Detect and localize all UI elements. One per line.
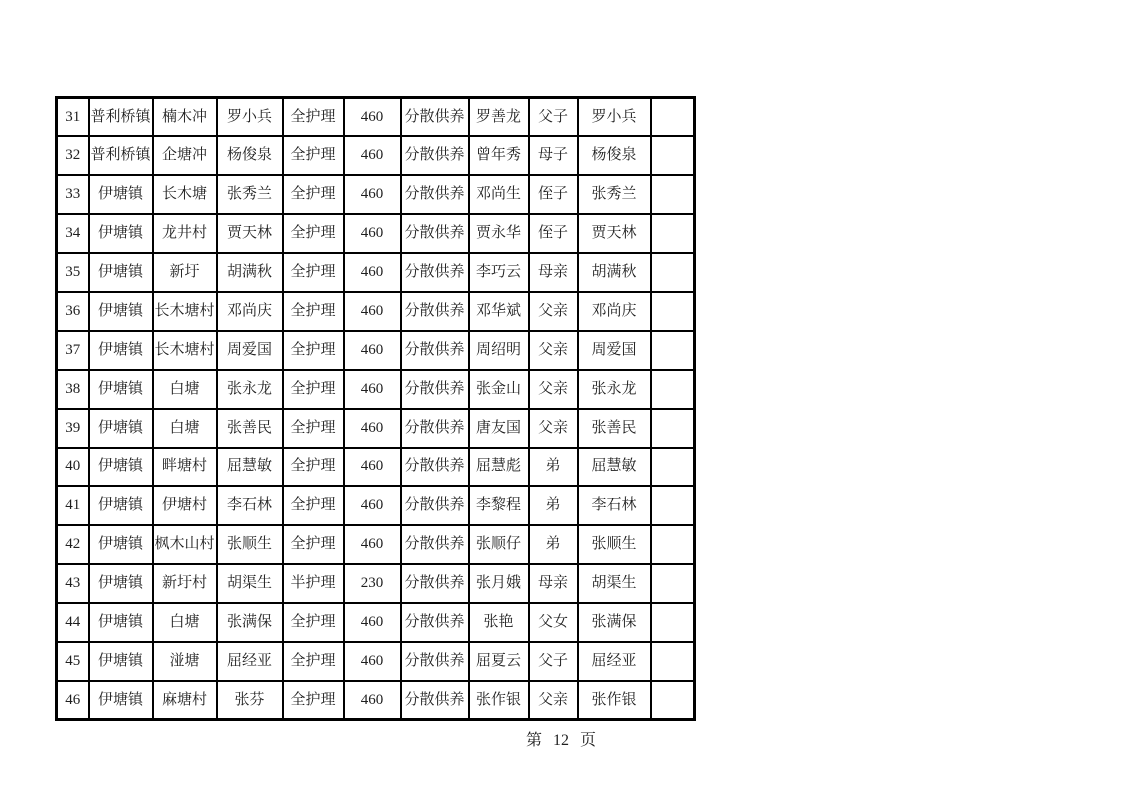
- table-cell: 弟: [529, 525, 578, 564]
- table-cell: 罗善龙: [469, 98, 529, 137]
- table-cell: 父亲: [529, 370, 578, 409]
- table-cell: 分散供养: [401, 486, 469, 525]
- table-cell: 父亲: [529, 681, 578, 720]
- table-cell: 胡渠生: [217, 564, 283, 603]
- table-cell: 伊塘镇: [89, 448, 153, 487]
- table-cell: 全护理: [283, 642, 344, 681]
- table-cell: 周绍明: [469, 331, 529, 370]
- table-cell: 40: [57, 448, 89, 487]
- table-cell: 贾天林: [217, 214, 283, 253]
- table-cell: 罗小兵: [578, 98, 651, 137]
- table-cell: 分散供养: [401, 681, 469, 720]
- table-cell: 460: [344, 98, 401, 137]
- table-cell: 母亲: [529, 564, 578, 603]
- table-cell: 39: [57, 409, 89, 448]
- table-cell: 弟: [529, 486, 578, 525]
- table-cell: 伊塘镇: [89, 486, 153, 525]
- table-cell: 分散供养: [401, 603, 469, 642]
- table-cell: 张满保: [578, 603, 651, 642]
- table-cell: [651, 603, 695, 642]
- table-cell: 张金山: [469, 370, 529, 409]
- table-cell: 全护理: [283, 98, 344, 137]
- table-cell: 全护理: [283, 681, 344, 720]
- table-cell: 新圩村: [153, 564, 217, 603]
- table-cell: [651, 214, 695, 253]
- table-cell: 460: [344, 642, 401, 681]
- table-cell: 父子: [529, 642, 578, 681]
- table-cell: 42: [57, 525, 89, 564]
- table-cell: 全护理: [283, 214, 344, 253]
- table-cell: 枫木山村: [153, 525, 217, 564]
- table-cell: 母亲: [529, 253, 578, 292]
- table-row: [57, 603, 695, 642]
- table-cell: 张作银: [578, 681, 651, 720]
- table-cell: 分散供养: [401, 370, 469, 409]
- table-cell: 44: [57, 603, 89, 642]
- table-row: [57, 486, 695, 525]
- table-cell: 全护理: [283, 448, 344, 487]
- table-cell: 35: [57, 253, 89, 292]
- table-cell: 全护理: [283, 486, 344, 525]
- table-cell: 全护理: [283, 136, 344, 175]
- table-cell: 460: [344, 486, 401, 525]
- table-cell: 全护理: [283, 253, 344, 292]
- table-cell: 长木塘: [153, 175, 217, 214]
- table-cell: 侄子: [529, 214, 578, 253]
- table-row: [57, 175, 695, 214]
- table-cell: 36: [57, 292, 89, 331]
- table-cell: 230: [344, 564, 401, 603]
- table-cell: 企塘冲: [153, 136, 217, 175]
- table-cell: 邓华斌: [469, 292, 529, 331]
- table-cell: 460: [344, 253, 401, 292]
- table-cell: 白塘: [153, 603, 217, 642]
- table-cell: 邓尚庆: [578, 292, 651, 331]
- table-cell: 杨俊泉: [217, 136, 283, 175]
- table-cell: [651, 486, 695, 525]
- table-cell: 普利桥镇: [89, 136, 153, 175]
- table-cell: 张作银: [469, 681, 529, 720]
- table-cell: 张满保: [217, 603, 283, 642]
- table-cell: 分散供养: [401, 642, 469, 681]
- table-cell: [651, 525, 695, 564]
- table-cell: 460: [344, 409, 401, 448]
- table-cell: 分散供养: [401, 253, 469, 292]
- table-cell: [651, 370, 695, 409]
- table-cell: 李石林: [578, 486, 651, 525]
- table-cell: 唐友国: [469, 409, 529, 448]
- table-cell: 31: [57, 98, 89, 137]
- table-cell: 分散供养: [401, 292, 469, 331]
- table-cell: 贾永华: [469, 214, 529, 253]
- table-cell: 32: [57, 136, 89, 175]
- table-cell: 屈经亚: [578, 642, 651, 681]
- table-cell: 全护理: [283, 331, 344, 370]
- table-cell: 张秀兰: [217, 175, 283, 214]
- table-cell: 伊塘镇: [89, 525, 153, 564]
- table-cell: 张月娥: [469, 564, 529, 603]
- table-cell: 分散供养: [401, 448, 469, 487]
- table-cell: 分散供养: [401, 409, 469, 448]
- table-cell: 全护理: [283, 603, 344, 642]
- table-cell: 伊塘镇: [89, 564, 153, 603]
- table-cell: 麻塘村: [153, 681, 217, 720]
- table-cell: 龙井村: [153, 214, 217, 253]
- table-row: [57, 370, 695, 409]
- table-cell: 李巧云: [469, 253, 529, 292]
- table-cell: 普利桥镇: [89, 98, 153, 137]
- table-cell: 伊塘镇: [89, 253, 153, 292]
- table-cell: 分散供养: [401, 525, 469, 564]
- table-row: [57, 448, 695, 487]
- table-row: [57, 681, 695, 720]
- table-cell: [651, 564, 695, 603]
- table-row: [57, 409, 695, 448]
- table-cell: 全护理: [283, 525, 344, 564]
- table-cell: 分散供养: [401, 214, 469, 253]
- table-cell: 伊塘镇: [89, 331, 153, 370]
- table-cell: 38: [57, 370, 89, 409]
- table-cell: 伊塘镇: [89, 214, 153, 253]
- table-cell: 张顺生: [578, 525, 651, 564]
- table-row: [57, 564, 695, 603]
- table-cell: 胡满秋: [217, 253, 283, 292]
- page-number: 第 12 页: [525, 732, 596, 749]
- table-cell: 43: [57, 564, 89, 603]
- table-cell: 父女: [529, 603, 578, 642]
- table-cell: 白塘: [153, 370, 217, 409]
- table-cell: 张芬: [217, 681, 283, 720]
- table-cell: 41: [57, 486, 89, 525]
- table-cell: 460: [344, 448, 401, 487]
- table-cell: 张善民: [217, 409, 283, 448]
- table-cell: 周爱国: [217, 331, 283, 370]
- table-cell: 父子: [529, 98, 578, 137]
- table-cell: 460: [344, 331, 401, 370]
- table-cell: 伊塘镇: [89, 603, 153, 642]
- table-cell: 460: [344, 603, 401, 642]
- table-cell: [651, 175, 695, 214]
- table-cell: 460: [344, 214, 401, 253]
- table-cell: 父亲: [529, 409, 578, 448]
- table-cell: [651, 681, 695, 720]
- table-cell: [651, 448, 695, 487]
- table-cell: 长木塘村: [153, 331, 217, 370]
- table-cell: 张永龙: [578, 370, 651, 409]
- table-cell: [651, 98, 695, 137]
- table-cell: 46: [57, 681, 89, 720]
- table-cell: 屈夏云: [469, 642, 529, 681]
- table-cell: 460: [344, 136, 401, 175]
- table-cell: 460: [344, 681, 401, 720]
- table-cell: 胡渠生: [578, 564, 651, 603]
- table-cell: 分散供养: [401, 331, 469, 370]
- table-cell: 张顺生: [217, 525, 283, 564]
- table-cell: [651, 642, 695, 681]
- table-cell: 屈经亚: [217, 642, 283, 681]
- subsidy-table: [55, 96, 696, 721]
- table-cell: 母子: [529, 136, 578, 175]
- table-cell: 湴塘: [153, 642, 217, 681]
- table-cell: 37: [57, 331, 89, 370]
- table-row: [57, 98, 695, 137]
- table-cell: 460: [344, 370, 401, 409]
- table-cell: 33: [57, 175, 89, 214]
- table-cell: [651, 292, 695, 331]
- table-body: [57, 98, 695, 720]
- table-cell: 新圩: [153, 253, 217, 292]
- table-cell: [651, 253, 695, 292]
- table-cell: 邓尚生: [469, 175, 529, 214]
- table-cell: 伊塘村: [153, 486, 217, 525]
- table-cell: 屈慧敏: [217, 448, 283, 487]
- table-cell: 分散供养: [401, 175, 469, 214]
- table-row: [57, 136, 695, 175]
- table-cell: 曾年秀: [469, 136, 529, 175]
- table-cell: 分散供养: [401, 98, 469, 137]
- table-row: [57, 253, 695, 292]
- table-cell: 460: [344, 292, 401, 331]
- table-cell: 全护理: [283, 409, 344, 448]
- table-cell: 伊塘镇: [89, 292, 153, 331]
- table-cell: 分散供养: [401, 564, 469, 603]
- table-cell: 张永龙: [217, 370, 283, 409]
- table-cell: 34: [57, 214, 89, 253]
- table-cell: 周爱国: [578, 331, 651, 370]
- table-cell: [651, 331, 695, 370]
- table-row: [57, 292, 695, 331]
- table-cell: 伊塘镇: [89, 642, 153, 681]
- table-cell: 长木塘村: [153, 292, 217, 331]
- table-cell: 贾天林: [578, 214, 651, 253]
- table-cell: 张艳: [469, 603, 529, 642]
- table-cell: 全护理: [283, 370, 344, 409]
- table-cell: 伊塘镇: [89, 175, 153, 214]
- table-cell: 楠木冲: [153, 98, 217, 137]
- table-cell: 杨俊泉: [578, 136, 651, 175]
- table-cell: 半护理: [283, 564, 344, 603]
- table-cell: 分散供养: [401, 136, 469, 175]
- table-cell: 白塘: [153, 409, 217, 448]
- table-cell: 460: [344, 175, 401, 214]
- table-cell: 全护理: [283, 292, 344, 331]
- table-cell: 李黎程: [469, 486, 529, 525]
- table-cell: 弟: [529, 448, 578, 487]
- table-cell: 屈慧彪: [469, 448, 529, 487]
- table-cell: [651, 409, 695, 448]
- table-cell: 侄子: [529, 175, 578, 214]
- table-cell: 45: [57, 642, 89, 681]
- table-cell: 伊塘镇: [89, 681, 153, 720]
- table-cell: 父亲: [529, 331, 578, 370]
- table-cell: 全护理: [283, 175, 344, 214]
- table-row: [57, 214, 695, 253]
- table-row: [57, 331, 695, 370]
- table-row: [57, 525, 695, 564]
- table-cell: 张顺仔: [469, 525, 529, 564]
- table-cell: 屈慧敏: [578, 448, 651, 487]
- table-cell: 张善民: [578, 409, 651, 448]
- table-cell: 460: [344, 525, 401, 564]
- table-cell: 父亲: [529, 292, 578, 331]
- table-cell: 伊塘镇: [89, 409, 153, 448]
- table-row: [57, 642, 695, 681]
- page-footer: [0, 727, 1122, 750]
- table-cell: 邓尚庆: [217, 292, 283, 331]
- table-cell: 畔塘村: [153, 448, 217, 487]
- table-cell: [651, 136, 695, 175]
- table-cell: 李石林: [217, 486, 283, 525]
- table-cell: 伊塘镇: [89, 370, 153, 409]
- table-cell: 罗小兵: [217, 98, 283, 137]
- table-cell: 胡满秋: [578, 253, 651, 292]
- table-cell: 张秀兰: [578, 175, 651, 214]
